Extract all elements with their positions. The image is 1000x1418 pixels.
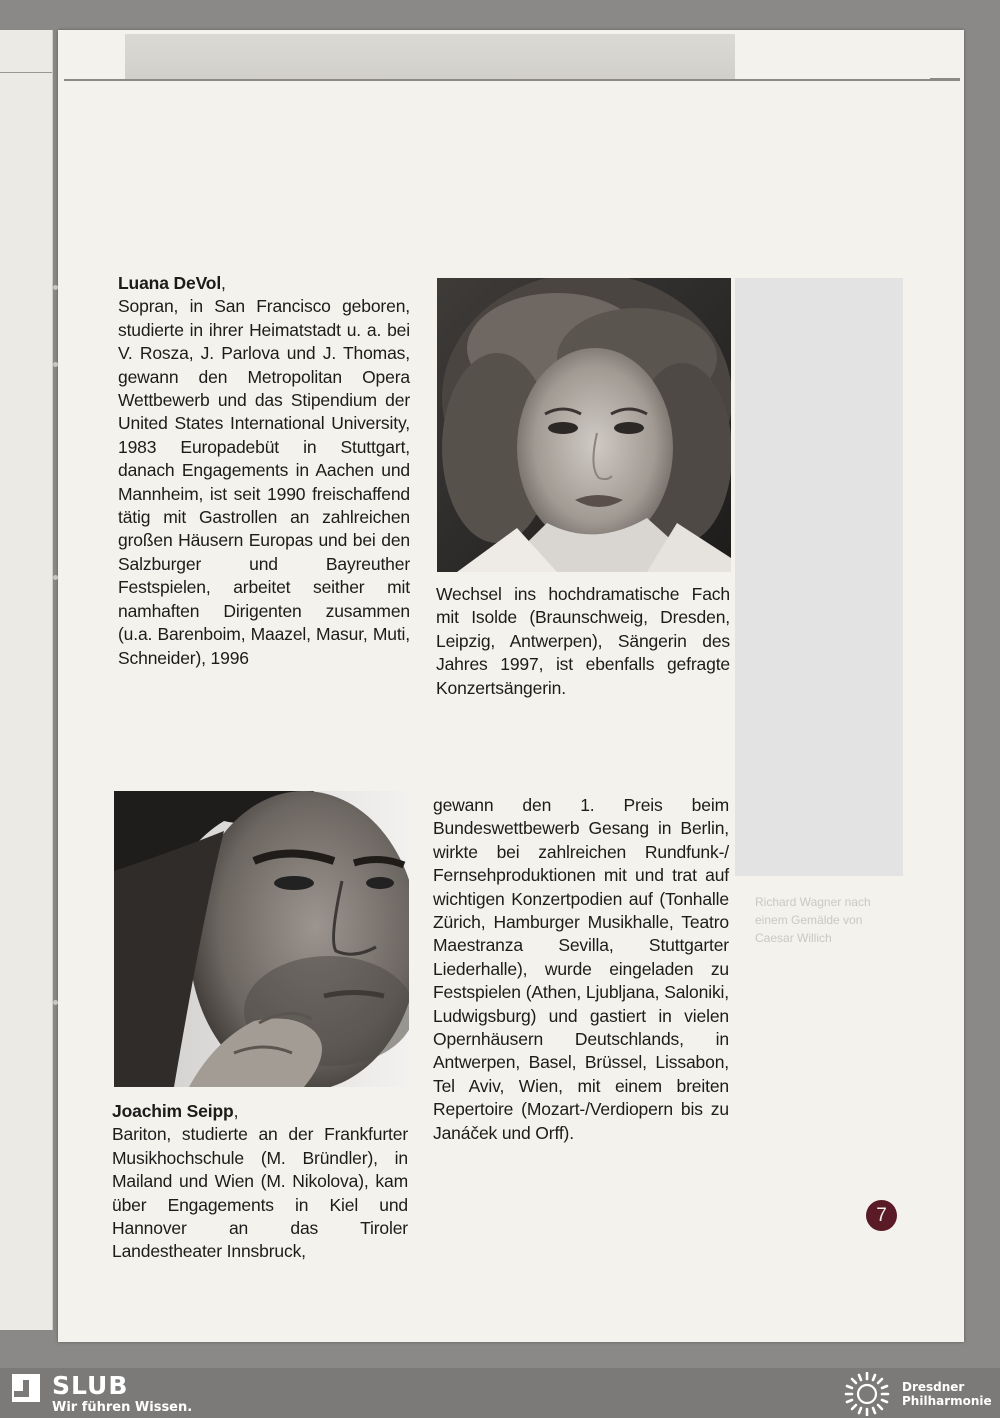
bio-text: Bariton, studierte an der Frankfurter Musikhochschule (M. Bründler), in Mailand und Wien (M. Nikolova), kam über Engagements in Kiel und Hannover an das Tiroler Landestheater Innsbruck, (112, 1124, 408, 1262)
artist-name: Luana DeVol (118, 273, 222, 293)
slub-wordmark[interactable]: SLUB (52, 1371, 129, 1400)
header-rule-tick (930, 78, 960, 80)
slub-logo-icon[interactable] (12, 1374, 40, 1402)
binding-mark (53, 1000, 58, 1005)
bio-joachim-seipp-part1 (112, 1100, 408, 1264)
dresdner-philharmonie-logo-icon[interactable] (842, 1372, 892, 1416)
bleed-through-illustration (735, 278, 903, 876)
portrait-joachim-seipp-image (114, 791, 409, 1087)
page-number: 7 (866, 1200, 897, 1231)
dresdner-philharmonie-wordmark[interactable] (902, 1380, 992, 1408)
portrait-luana-devol (437, 278, 731, 572)
slub-tagline: Wir führen Wissen. (52, 1400, 193, 1415)
binding-mark (53, 362, 58, 367)
bio-luana-devol-part1 (118, 272, 410, 670)
bio-joachim-seipp-part2 (433, 794, 729, 1145)
left-facing-page (0, 30, 53, 1330)
binding-mark (53, 285, 58, 290)
artist-name: Joachim Seipp (112, 1101, 234, 1121)
header-bleed-through (125, 34, 735, 80)
name-comma: , (233, 1101, 239, 1121)
name-comma: , (221, 273, 226, 293)
left-page-rule (0, 72, 52, 73)
bleed-through-caption: Richard Wagner nach einem Gemälde von Caesar Willich (755, 895, 871, 945)
bio-text: gewann den 1. Preis beim Bundeswettbewerb Gesang in Berlin, wirkte bei zahlreichen Rundfunk-/ Fernsehproduktionen mit und trat auf wichtigen Konzertpodien auf (Tonhalle Zürich, Hamburger Musikhalle, Teatro Maestranza Sevilla, Stuttgarter Liederhalle), wurde eingeladen zu Festspielen (Athen, Ljubljana, Saloniki, Ludwigsburg) und gastiert in vielen Opernhäusern Deutschlands, in Antwerpen, Basel, Brüssel, Lissabon, Tel Aviv, Wien, mit einem breiten Repertoire (Mozart-/Verdiopern bis zu Janáček und Orff). (433, 795, 729, 1143)
bio-text: Wechsel ins hochdramatische Fach mit Isolde (Braunschweig, Dresden, Leipzig, Antwerpen), Sängerin des Jahres 1997, ist ebenfalls gefragte Konzertsängerin. (436, 584, 730, 698)
partner-line-2: Philharmonie (902, 1394, 992, 1408)
portrait-joachim-seipp (114, 791, 409, 1087)
bio-text: Sopran, in San Francisco geboren, studierte in ihrer Heimatstadt u. a. bei V. Rosza, J. Parlova und J. Thomas, gewann den Metropolitan Opera Wettbewerb und das Stipendium der United States International University, 1983 Europadebüt in Stuttgart, danach Engagements in Aachen und Mannheim, ist seit 1990 freischaffend tätig mit Gastrollen an zahlreichen großen Häusern Europas und bei den Salzburger und Bayreuther Festspielen, arbeitet seither mit namhaften Dirigenten zusammen (u.a. Barenboim, Maazel, Masur, Muti, Schneider), 1996 (118, 296, 410, 668)
bio-luana-devol-part2 (436, 583, 730, 700)
header-rule (64, 79, 960, 81)
binding-mark (53, 575, 58, 580)
portrait-luana-devol-image (437, 278, 731, 572)
partner-line-1: Dresdner (902, 1380, 965, 1394)
